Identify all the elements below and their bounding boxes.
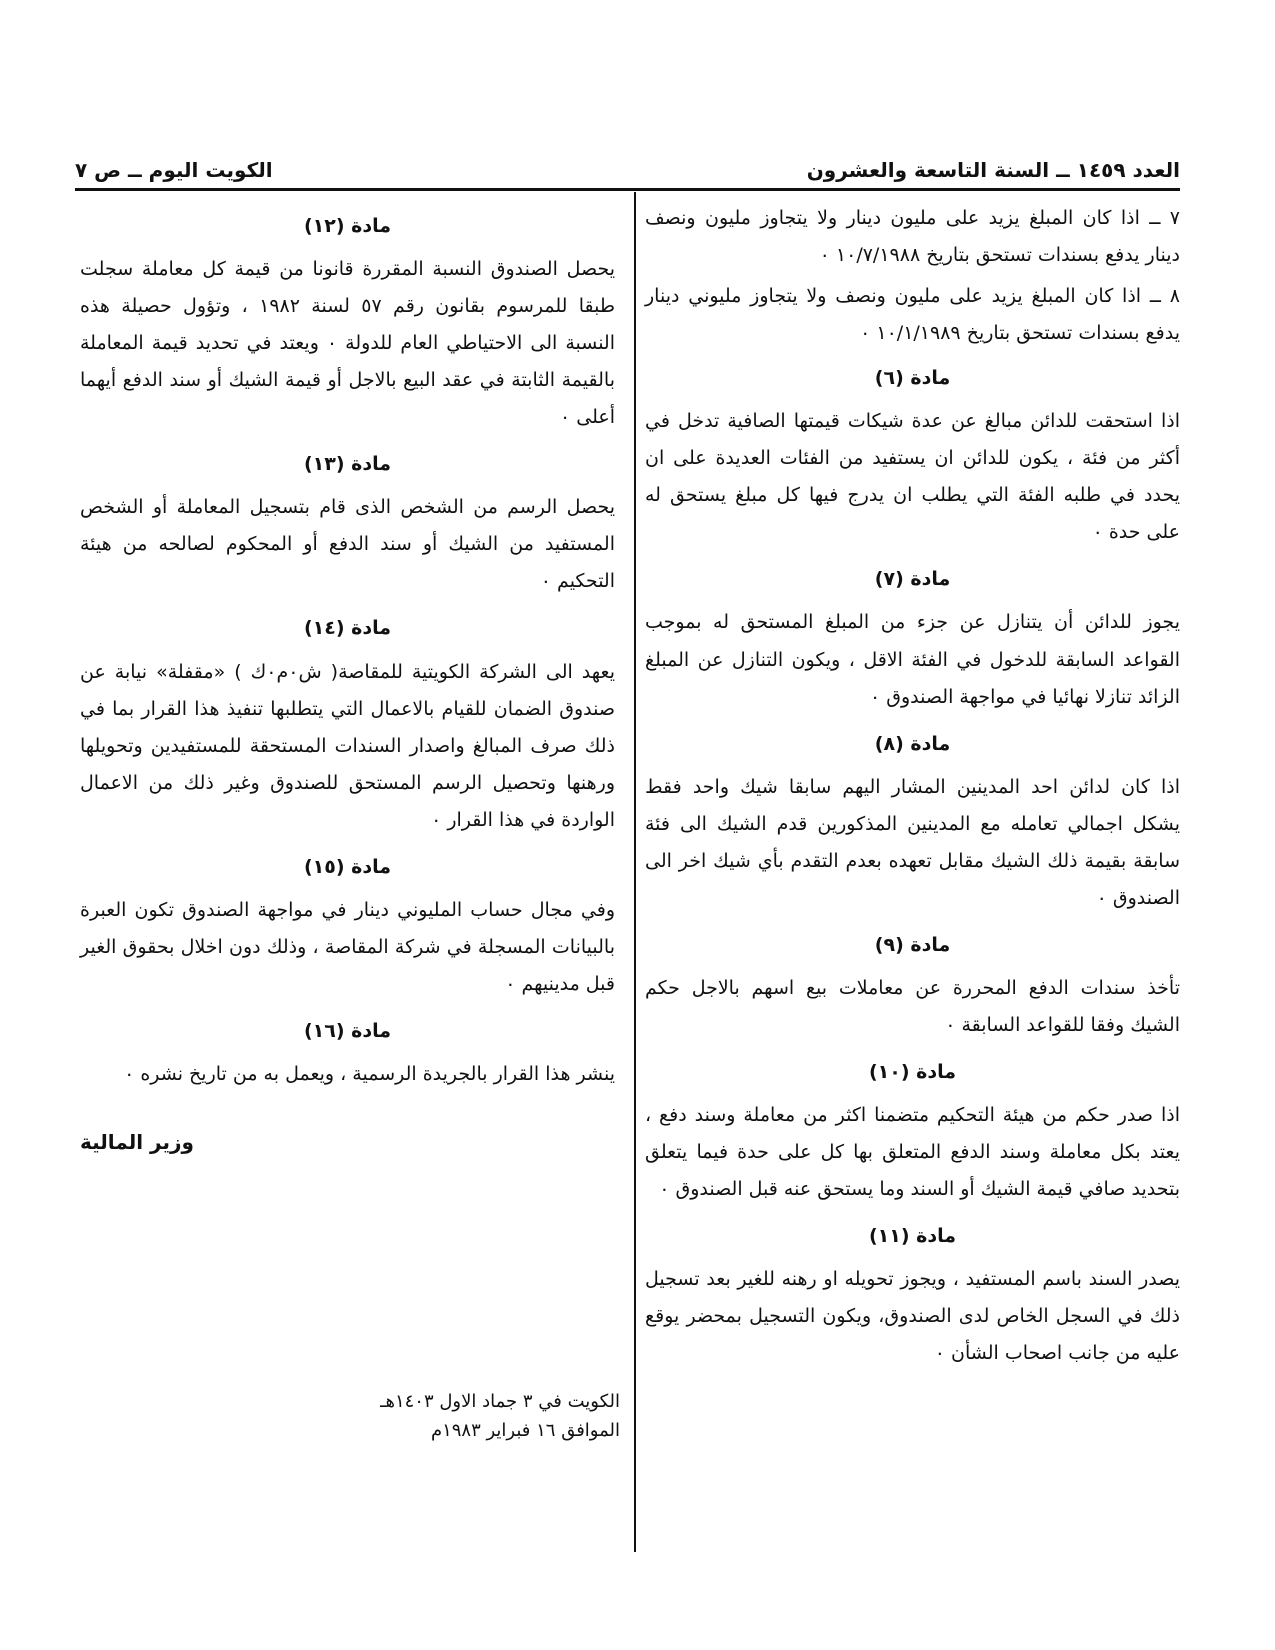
date-hijri: الكويت في ٣ جماد الاول ١٤٠٣هـ (380, 1391, 620, 1412)
article-13 (80, 446, 615, 600)
article-6 (645, 360, 1180, 551)
article-heading: مادة (١٣) (303, 453, 392, 476)
article-text: يعهد الى الشركة الكويتية للمقاصة( ش٠م٠ك ) «مقفلة» نيابة عن صندوق الضمان للقيام بالاعمال التي يتطلبها تنفيذ هذا القرار بما في ذلك صرف المبالغ واصدار السندات المستحقة للمستفيدين وتحويلها ورهنها وتحصيل الرسم المستحق للصندوق وغير ذلك من الاعمال الواردة في هذا القرار ٠ (80, 660, 615, 831)
article-text: وفي مجال حساب المليوني دينار في مواجهة الصندوق تكون العبرة بالبيانات المسجلة في شركة المقاصة ، وذلك دون اخلال بحقوق الغير قبل مدينيهم ٠ (80, 898, 615, 995)
article-text: اذا استحقت للدائن مبالغ عن عدة شيكات قيمتها الصافية تدخل في أكثر من فئة ، يكون للدائن ان يستفيد من الفئات العديدة على ان يحدد في طلبه الفئة التي يطلب ان يدرج فيها كل مبلغ يستحق له على حدة ٠ (645, 410, 1180, 544)
article-text: تأخذ سندات الدفع المحررة عن معاملات بيع اسهم بالاجل حكم الشيك وفقا للقواعد السابقة ٠ (645, 976, 1180, 1036)
issue-info: العدد ١٤٥٩ ــ السنة التاسعة والعشرون (806, 158, 1180, 182)
article-11 (645, 1218, 1180, 1372)
article-heading: مادة (٩) (874, 933, 951, 956)
article-heading: مادة (١١) (868, 1225, 957, 1248)
left-column (80, 200, 615, 1162)
list-item: ٨ ــ اذا كان المبلغ يزيد على مليون ونصف ولا يتجاوز مليوني دينار يدفع بسندات تستحق بتاريخ ١٠/١/١٩٨٩ ٠ (645, 285, 1180, 345)
article-heading: مادة (١٥) (303, 855, 392, 878)
article-text: ينشر هذا القرار بالجريدة الرسمية ، ويعمل به من تاريخ نشره ٠ (124, 1062, 615, 1085)
article-text: اذا كان لدائن احد المدينين المشار اليهم سابقا شيك واحد فقط يشكل اجمالي تعامله مع المدينين المذكورين قدم الشيك الى فئة سابقة بقيمة ذلك الشيك مقابل تعهده بعدم التقدم بأي شيك اخر الى الصندوق ٠ (645, 775, 1180, 909)
page-info: الكويت اليوم ــ ص ٧ (75, 158, 273, 182)
article-15 (80, 849, 615, 1003)
column-divider (634, 192, 636, 1552)
article-heading: مادة (١٦) (303, 1019, 392, 1042)
date-block (330, 1388, 620, 1446)
article-10 (645, 1054, 1180, 1208)
article-8 (645, 726, 1180, 917)
article-heading: مادة (٨) (874, 732, 951, 755)
article-12 (80, 208, 615, 436)
article-text: يحصل الصندوق النسبة المقررة قانونا من قيمة كل معاملة سجلت طبقا للمرسوم بقانون رقم ٥٧ لسنة ١٩٨٢ ، وتؤول حصيلة هذه النسبة الى الاحتياطي العام للدولة ٠ ويعتد في تحديد قيمة المعاملة بالقيمة الثابتة في عقد البيع بالاجل أو قيمة الشيك أو سند الدفع أيهما أعلى ٠ (80, 258, 616, 429)
header-rule (75, 188, 1180, 191)
right-column (645, 200, 1180, 1382)
article-heading: مادة (٧) (874, 568, 951, 591)
signature: وزير المالية (80, 1130, 194, 1155)
article-heading: مادة (٦) (874, 367, 951, 390)
date-gregorian: الموافق ١٦ فبراير ١٩٨٣م (430, 1419, 620, 1441)
list-item: ٧ ــ اذا كان المبلغ يزيد على مليون دينار ولا يتجاوز مليون ونصف دينار يدفع بسندات تستحق بتاريخ ١٠/٧/١٩٨٨ ٠ (645, 207, 1180, 267)
article-text: يصدر السند باسم المستفيد ، ويجوز تحويله او رهنه للغير بعد تسجيل ذلك في السجل الخاص لدى الصندوق، ويكون التسجيل بمحضر يوقع عليه من جانب اصحاب الشأن ٠ (645, 1268, 1180, 1365)
article-14 (80, 610, 615, 838)
article-text: اذا صدر حكم من هيئة التحكيم متضمنا اكثر من معاملة وسند دفع ، يعتد بكل معاملة وسند الدفع المتعلق بها كل على حدة فيما يتعلق بتحديد صافي قيمة الشيك أو السند وما يستحق عنه قبل الصندوق ٠ (645, 1104, 1180, 1201)
article-heading: مادة (١٠) (868, 1060, 957, 1083)
article-7 (645, 561, 1180, 715)
article-text: يحصل الرسم من الشخص الذى قام بتسجيل المعاملة أو الشخص المستفيد من الشيك أو سند الدفع أو المحكوم لصالحه من هيئة التحكيم ٠ (80, 496, 615, 593)
article-9 (645, 927, 1180, 1044)
article-text: يجوز للدائن أن يتنازل عن جزء من المبلغ المستحق له بموجب القواعد السابقة للدخول في الفئة الاقل ، ويكون التنازل عن المبلغ الزائد تنازلا نهائيا في مواجهة الصندوق ٠ (645, 611, 1180, 708)
article-16 (80, 1013, 615, 1093)
article-heading: مادة (١٢) (303, 215, 392, 237)
article-heading: مادة (١٤) (303, 617, 392, 640)
page-header (75, 150, 1180, 190)
